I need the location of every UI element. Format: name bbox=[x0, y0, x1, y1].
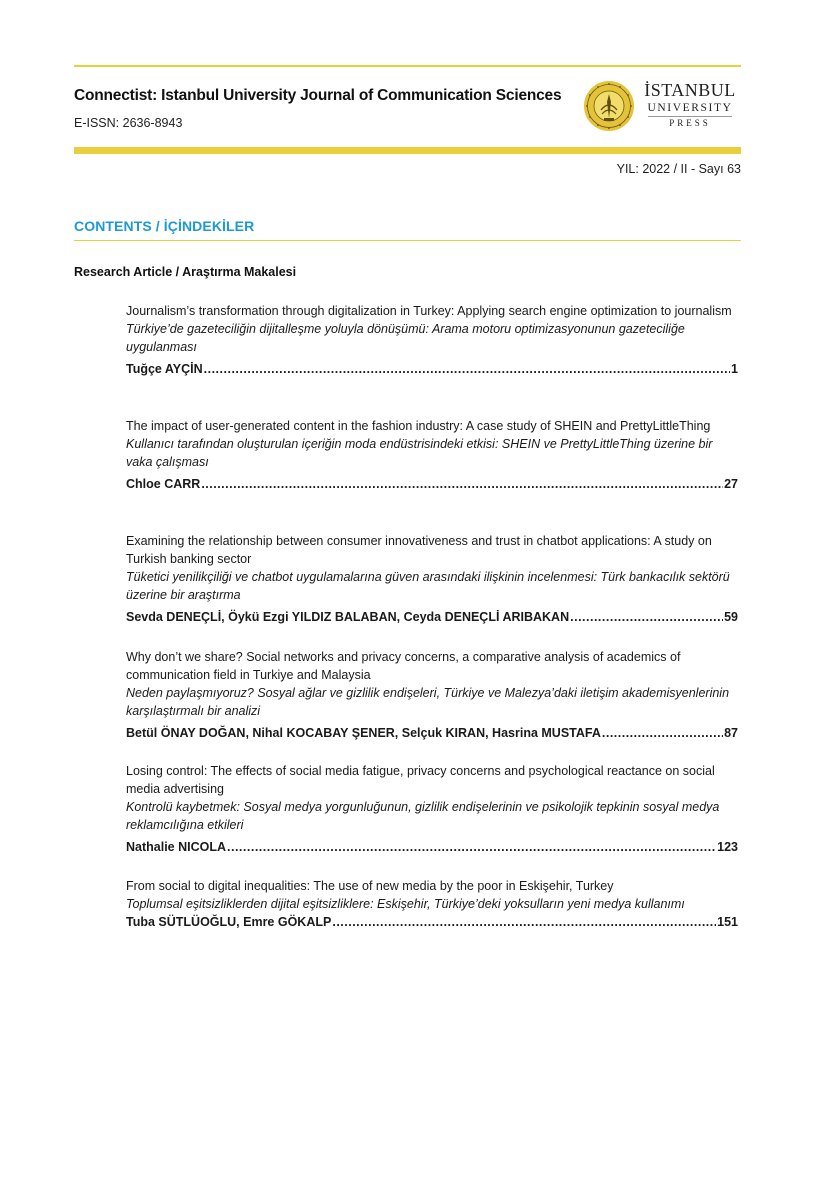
publisher-name-line1: İSTANBUL bbox=[644, 80, 736, 100]
contents-rule bbox=[74, 240, 741, 241]
dot-leader bbox=[602, 724, 723, 742]
page-number[interactable]: 123 bbox=[717, 840, 738, 854]
issue-label: YIL: 2022 / II - Sayı 63 bbox=[616, 162, 741, 176]
article-title-en[interactable]: Losing control: The effects of social media fatigue, privacy concerns and psychological reactance on social media advertising bbox=[126, 764, 715, 796]
toc-entry[interactable] bbox=[126, 648, 738, 742]
article-title-tr[interactable]: Kontrolü kaybetmek: Sosyal medya yorgunluğunun, gizlilik endişelerinin ve psikolojik tepkinin sosyal medya reklamcılığına etkileri bbox=[126, 800, 720, 832]
author-line bbox=[126, 475, 738, 493]
university-seal-logo bbox=[583, 80, 635, 132]
dot-leader bbox=[204, 360, 730, 378]
page-number[interactable]: 151 bbox=[717, 915, 738, 929]
toc-entry[interactable] bbox=[126, 302, 738, 378]
publisher-logo-text bbox=[640, 80, 740, 129]
page-number[interactable]: 27 bbox=[724, 477, 738, 491]
author-line bbox=[126, 838, 738, 856]
publisher-name-line2: UNIVERSITY bbox=[647, 102, 733, 114]
article-title-tr[interactable]: Toplumsal eşitsizliklerden dijital eşitsizliklere: Eskişehir, Türkiye’deki yoksulların yeni medya kullanımı bbox=[126, 897, 685, 911]
dot-leader bbox=[570, 608, 723, 626]
toc-entry[interactable] bbox=[126, 762, 738, 856]
article-title-en[interactable]: The impact of user-generated content in the fashion industry: A case study of SHEIN and PrettyLittleThing bbox=[126, 419, 711, 433]
article-authors: Betül ÖNAY DOĞAN, Nihal KOCABAY ŞENER, Selçuk KIRAN, Hasrina MUSTAFA bbox=[126, 726, 601, 740]
article-title-en[interactable]: Journalism’s transformation through digitalization in Turkey: Applying search engine optimization to journalism bbox=[126, 304, 732, 318]
dot-leader bbox=[227, 838, 716, 856]
journal-title: Connectist: Istanbul University Journal of Communication Sciences bbox=[74, 87, 562, 104]
toc-entry[interactable] bbox=[126, 417, 738, 493]
article-title-tr[interactable]: Türkiye’de gazeteciliğin dijitalleşme yoluyla dönüşümü: Arama motoru optimizasyonunun gazeteciliğe uygulanması bbox=[126, 322, 685, 354]
article-title-en[interactable]: Why don’t we share? Social networks and privacy concerns, a comparative analysis of academics of communication field in Turkiye and Malaysia bbox=[126, 650, 681, 682]
page-number[interactable]: 59 bbox=[724, 610, 738, 624]
article-authors: Tuğçe AYÇİN bbox=[126, 362, 203, 376]
article-title-tr[interactable]: Kullanıcı tarafından oluşturulan içeriğin moda endüstrisindeki etkisi: SHEIN ve PrettyLittleThing üzerine bir vaka çalışması bbox=[126, 437, 713, 469]
dot-leader bbox=[332, 913, 716, 931]
header-bottom-rule bbox=[74, 147, 741, 154]
publisher-name-line3: PRESS bbox=[648, 116, 732, 129]
article-authors: Chloe CARR bbox=[126, 477, 201, 491]
contents-heading: CONTENTS / İÇİNDEKİLER bbox=[74, 218, 255, 234]
article-authors: Nathalie NICOLA bbox=[126, 840, 227, 854]
article-title-tr[interactable]: Neden paylaşmıyoruz? Sosyal ağlar ve gizlilik endişeleri, Türkiye ve Malezya’daki iletişim akademisyenlerinin karşılaştırmalı bir analizi bbox=[126, 686, 730, 718]
header-top-rule bbox=[74, 65, 741, 67]
article-title-en[interactable]: From social to digital inequalities: The use of new media by the poor in Eskişehir, Turkey bbox=[126, 879, 614, 893]
page-number[interactable]: 87 bbox=[724, 726, 738, 740]
dot-leader bbox=[201, 475, 723, 493]
author-line bbox=[126, 360, 738, 378]
author-line bbox=[126, 913, 738, 931]
article-authors: Sevda DENEÇLİ, Öykü Ezgi YILDIZ BALABAN, Ceyda DENEÇLİ ARIBAKAN bbox=[126, 610, 570, 624]
article-authors: Tuba SÜTLÜOĞLU, Emre GÖKALP bbox=[126, 915, 332, 929]
toc-entry[interactable] bbox=[126, 877, 738, 931]
author-line bbox=[126, 724, 738, 742]
page-number[interactable]: 1 bbox=[731, 362, 738, 376]
issn-label: E-ISSN: 2636-8943 bbox=[74, 116, 183, 130]
author-line bbox=[126, 608, 738, 626]
article-title-en[interactable]: Examining the relationship between consumer innovativeness and trust in chatbot applications: A study on Turkish banking sector bbox=[126, 534, 712, 566]
article-title-tr[interactable]: Tüketici yenilikçiliği ve chatbot uygulamalarına güven arasındaki ilişkinin incelenmesi: Türk bankacılık sektörü üzerine bir araştırma bbox=[126, 570, 730, 602]
section-heading: Research Article / Araştırma Makalesi bbox=[74, 265, 297, 279]
toc-entry[interactable] bbox=[126, 532, 738, 626]
